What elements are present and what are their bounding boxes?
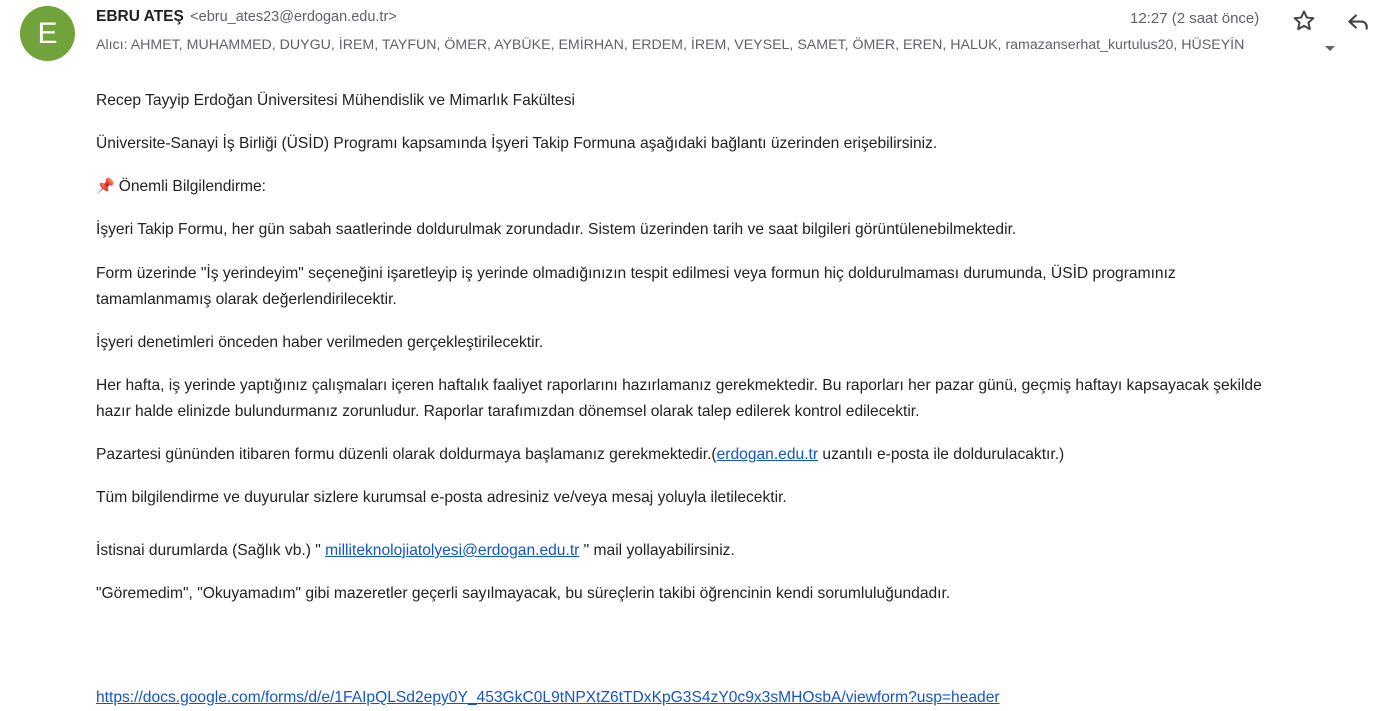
- recipients-list: Alıcı: AHMET, MUHAMMED, DUYGU, İREM, TAYFUN, ÖMER, AYBÜKE, EMİRHAN, ERDEM, İREM, VEYSEL, SAMET, ÖMER, EREN, HALUK, ramazanserhat_kurtulus20, HÜSEYİN: [96, 37, 1245, 53]
- star-button[interactable]: [1291, 8, 1317, 34]
- daily-form-text: İşyeri Takip Formu, her gün sabah saatlerinde doldurulmak zorundadır. Sistem üzerinden tarih ve saat bilgileri görüntülenebilmektedir.: [96, 221, 1017, 238]
- erdogan-domain-link[interactable]: erdogan.edu.tr: [716, 446, 819, 463]
- weekly-report-line-1: Her hafta, iş yerinde yaptığınız çalışmaları içeren haftalık faaliyet raporlarını hazırlamanız gerekmektedir. Bu raporları her pazar günü, geçmiş haftayı kapsayacak şekilde: [96, 377, 1262, 394]
- google-form-link[interactable]: https://docs.google.com/forms/d/e/1FAIpQLSd2epy0Y_453GkC0L9tNPXtZ6tTDxKpG3S4zY0c9x3sMHOsbA/viewform?usp=header: [96, 689, 1000, 706]
- reply-icon: [1345, 8, 1371, 34]
- pushpin-icon: 📌: [96, 178, 115, 195]
- workplace-option-line-1: Form üzerinde "İş yerindeyim" seçeneğini işaretleyip iş yerinde olmadığınızın tespit edilmesi veya formun hiç doldurulmaması durumunda, ÜSİD programınız: [96, 265, 1176, 282]
- monday-start-text: [96, 442, 1064, 468]
- weekly-report-line-2: hazır halde elinizde bulundurmanız zorunludur. Raporlar tarafımızdan dönemsel olarak talep edilerek kontrol edilecektir.: [96, 403, 920, 420]
- star-icon: [1291, 8, 1317, 34]
- reply-button[interactable]: [1345, 8, 1371, 34]
- faculty-line: Recep Tayyip Erdoğan Üniversitesi Mühendislik ve Mimarlık Fakültesi: [96, 92, 575, 109]
- form-access-text: Üniversite-Sanayi İş Birliği (ÜSİD) Programı kapsamında İşyeri Takip Formuna aşağıdaki bağlantı üzerinden erişebilirsiniz.: [96, 135, 938, 152]
- inspection-text: İşyeri denetimleri önceden haber verilmeden gerçekleştirilecektir.: [96, 334, 544, 351]
- workplace-option-line-2: tamamlanmamış olarak değerlendirilecektir.: [96, 291, 397, 308]
- announcements-text: Tüm bilgilendirme ve duyurular sizlere kurumsal e-posta adresiniz ve/veya mesaj yoluyla iletilecektir.: [96, 489, 787, 506]
- show-details-button[interactable]: [1322, 40, 1338, 56]
- excuses-text: "Göremedim", "Okuyamadım" gibi mazeretler geçerli sayılmayacak, bu süreçlerin takibi öğrencinin kendi sorumluluğundadır.: [96, 585, 951, 602]
- contact-email-link[interactable]: milliteknolojiatolyesi@erdogan.edu.tr: [325, 542, 580, 559]
- sender-email: <ebru_ates23@erdogan.edu.tr>: [190, 9, 397, 25]
- form-link-line: [96, 685, 1000, 711]
- sender-name[interactable]: EBRU ATEŞ: [96, 8, 184, 25]
- sender-line: [96, 8, 397, 26]
- message-time: 12:27 (2 saat önce): [1130, 10, 1260, 27]
- exception-after: " mail yollayabilirsiniz.: [579, 542, 735, 559]
- exception-before: İstisnai durumlarda (Sağlık vb.) ": [96, 542, 326, 559]
- exception-text: [96, 538, 735, 564]
- important-heading: [96, 174, 266, 200]
- monday-start-before: Pazartesi gününden itibaren formu düzenli olarak doldurmaya başlamanız gerekmektedir.(: [96, 446, 717, 463]
- monday-start-after: uzantılı e-posta ile doldurulacaktır.): [818, 446, 1065, 463]
- chevron-down-icon: [1322, 40, 1338, 56]
- important-heading-text: Önemli Bilgilendirme:: [118, 178, 267, 195]
- avatar[interactable]: E: [20, 6, 75, 61]
